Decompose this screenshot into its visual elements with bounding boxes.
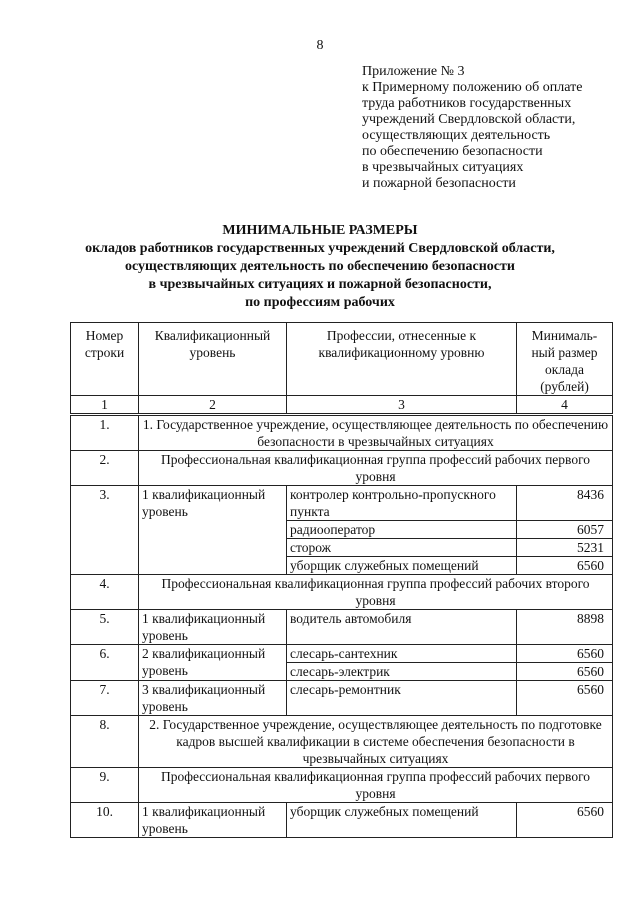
document-title [0,222,640,312]
salary-value: 6560 [517,557,613,575]
section-heading: 1. Государственное учреждение, осуществляющее деятельность по обеспечению безопасности в чрезвычайных ситуациях [139,415,613,451]
header-min-salary: Минималь-ный размер оклада (рублей) [517,323,613,396]
appendix-line: учреждений Свердловской области, [362,112,576,127]
appendix-line: осуществляющих деятельность [362,128,551,143]
group-heading: Профессиональная квалификационная группа профессий рабочих второго уровня [139,575,613,610]
salary-value: 5231 [517,539,613,557]
section-heading: 2. Государственное учреждение, осуществляющее деятельность по подготовке кадров высшей квалификации в системе обеспечения безопасности в чрезвычайных ситуациях [139,716,613,768]
appendix-line: и пожарной безопасности [362,176,516,191]
profession: сторож [287,539,517,557]
row-number: 4. [71,575,139,610]
title-line: в чрезвычайных ситуациях и пожарной безопасности, [148,277,492,292]
appendix-line: по обеспечению безопасности [362,144,543,159]
qualification-level: 2 квалификационный уровень [139,645,287,681]
column-number: 1 [71,396,139,415]
table-row [71,415,613,451]
salary-value: 6560 [517,645,613,663]
title-line: по профессиям рабочих [245,295,395,310]
table-row [71,486,613,521]
salary-table [70,322,613,838]
qualification-level: 1 квалификационный уровень [139,803,287,838]
header-professions: Профессии, отнесенные к квалификационному уровню [287,323,517,396]
profession: радиооператор [287,521,517,539]
row-number: 3. [71,486,139,575]
table-row [71,610,613,645]
appendix-line: труда работников государственных [362,96,572,111]
salary-value: 6057 [517,521,613,539]
page-number: 8 [316,38,324,53]
row-number: 8. [71,716,139,768]
row-number: 2. [71,451,139,486]
appendix-line: к Примерному положению об оплате [362,80,583,95]
column-number: 4 [517,396,613,415]
row-number: 1. [71,415,139,451]
table-row [71,575,613,610]
group-heading: Профессиональная квалификационная группа профессий рабочих первого уровня [139,451,613,486]
salary-value: 6560 [517,681,613,716]
title-line: МИНИМАЛЬНЫЕ РАЗМЕРЫ [222,223,418,238]
table-row [71,681,613,716]
row-number: 7. [71,681,139,716]
row-number: 10. [71,803,139,838]
profession: слесарь-сантехник [287,645,517,663]
group-heading: Профессиональная квалификационная группа профессий рабочих первого уровня [139,768,613,803]
table-row [71,645,613,663]
table-row [71,451,613,486]
row-number: 9. [71,768,139,803]
column-number-row [71,396,613,415]
column-number: 3 [287,396,517,415]
appendix-line: Приложение № 3 [362,64,465,79]
header-row-number: Номер строки [71,323,139,396]
profession: контролер контрольно-пропускного пункта [287,486,517,521]
qualification-level: 1 квалификационный уровень [139,486,287,575]
salary-value: 6560 [517,663,613,681]
table-row [71,716,613,768]
table-header-row [71,323,613,396]
salary-value: 6560 [517,803,613,838]
appendix-line: в чрезвычайных ситуациях [362,160,524,175]
title-line: окладов работников государственных учреждений Свердловской области, [85,241,555,256]
row-number: 5. [71,610,139,645]
profession: уборщик служебных помещений [287,557,517,575]
header-qualification-level: Квалификационный уровень [139,323,287,396]
qualification-level: 1 квалификационный уровень [139,610,287,645]
profession: водитель автомобиля [287,610,517,645]
qualification-level: 3 квалификационный уровень [139,681,287,716]
column-number: 2 [139,396,287,415]
title-line: осуществляющих деятельность по обеспечению безопасности [125,259,515,274]
table-row [71,768,613,803]
profession: слесарь-электрик [287,663,517,681]
table-row [71,803,613,838]
profession: уборщик служебных помещений [287,803,517,838]
salary-value: 8436 [517,486,613,521]
appendix-note [362,64,582,192]
row-number: 6. [71,645,139,681]
profession: слесарь-ремонтник [287,681,517,716]
salary-value: 8898 [517,610,613,645]
